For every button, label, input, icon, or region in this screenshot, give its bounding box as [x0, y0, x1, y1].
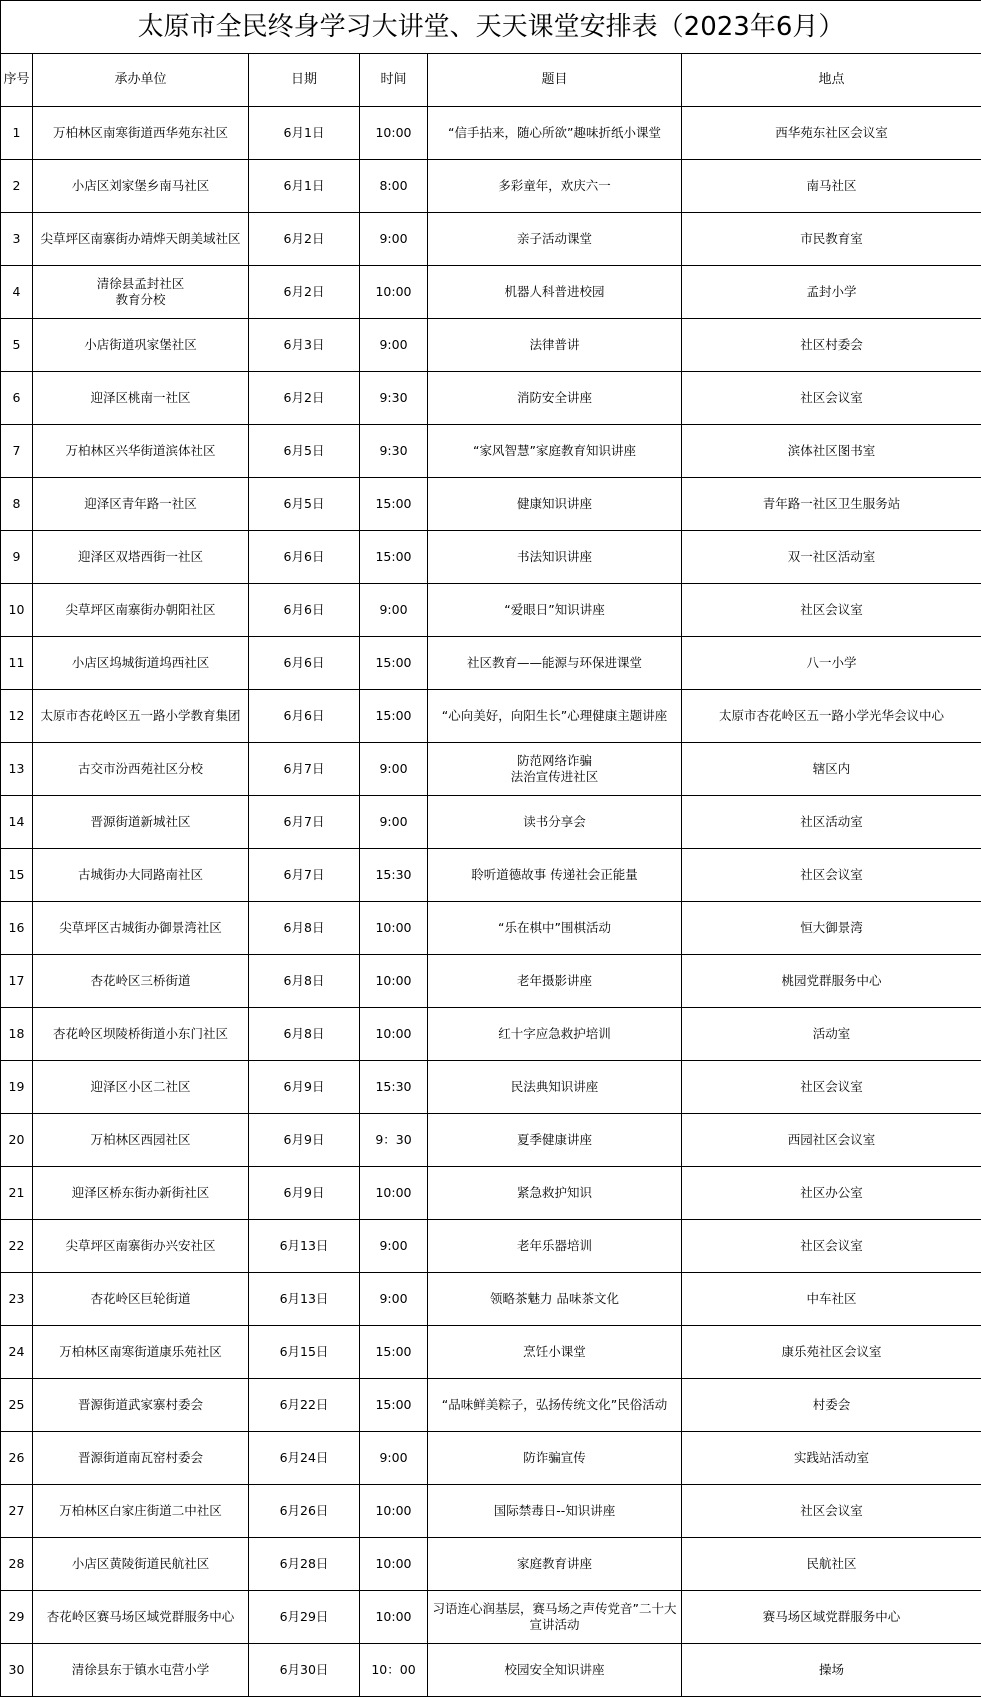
time-cell: 10:00 [360, 902, 428, 955]
location-cell: 康乐苑社区会议室 [682, 1326, 981, 1379]
date-cell: 6月8日 [249, 955, 360, 1008]
location-cell: 八一小学 [682, 637, 981, 690]
table-head [1, 1, 981, 107]
host-unit-cell: 迎泽区小区二社区 [33, 1061, 249, 1114]
topic-cell: 老年乐器培训 [428, 1220, 682, 1273]
table-row [1, 584, 981, 637]
date-cell: 6月9日 [249, 1061, 360, 1114]
host-unit-cell: 杏花岭区巨轮街道 [33, 1273, 249, 1326]
table-row [1, 743, 981, 796]
row-number-cell: 14 [1, 796, 33, 849]
time-cell: 10:00 [360, 107, 428, 160]
date-cell: 6月8日 [249, 1008, 360, 1061]
location-cell: 赛马场区域党群服务中心 [682, 1591, 981, 1644]
table-row [1, 1167, 981, 1220]
topic-cell: 家庭教育讲座 [428, 1538, 682, 1591]
host-unit-cell: 古交市汾西苑社区分校 [33, 743, 249, 796]
location-cell: 恒大御景湾 [682, 902, 981, 955]
date-cell: 6月28日 [249, 1538, 360, 1591]
column-header-time: 时间 [360, 54, 428, 107]
host-unit-cell: 迎泽区双塔西街一社区 [33, 531, 249, 584]
host-unit-cell: 万柏林区南寒街道西华苑东社区 [33, 107, 249, 160]
topic-cell: 法律普讲 [428, 319, 682, 372]
row-number-cell: 1 [1, 107, 33, 160]
date-cell: 6月1日 [249, 107, 360, 160]
table-row [1, 1220, 981, 1273]
host-unit-cell: 万柏林区南寒街道康乐苑社区 [33, 1326, 249, 1379]
row-number-cell: 21 [1, 1167, 33, 1220]
location-cell: 社区会议室 [682, 1220, 981, 1273]
topic-cell: 国际禁毒日--知识讲座 [428, 1485, 682, 1538]
row-number-cell: 29 [1, 1591, 33, 1644]
page-title: 太原市全民终身学习大讲堂、天天课堂安排表（2023年6月） [1, 1, 981, 54]
table-row [1, 107, 981, 160]
host-unit-cell: 杏花岭区三桥街道 [33, 955, 249, 1008]
host-unit-cell: 杏花岭区坝陵桥街道小东门社区 [33, 1008, 249, 1061]
table-row [1, 1538, 981, 1591]
location-cell: 市民教育室 [682, 213, 981, 266]
date-cell: 6月5日 [249, 425, 360, 478]
host-unit-cell: 古城街办大同路南社区 [33, 849, 249, 902]
host-unit-cell: 晋源街道新城社区 [33, 796, 249, 849]
topic-cell: 老年摄影讲座 [428, 955, 682, 1008]
row-number-cell: 13 [1, 743, 33, 796]
table-row [1, 849, 981, 902]
row-number-cell: 5 [1, 319, 33, 372]
table-row [1, 690, 981, 743]
date-cell: 6月2日 [249, 213, 360, 266]
date-cell: 6月7日 [249, 849, 360, 902]
topic-cell: “信手拈来，随心所欲”趣味折纸小课堂 [428, 107, 682, 160]
time-cell: 9:00 [360, 213, 428, 266]
row-number-cell: 11 [1, 637, 33, 690]
date-cell: 6月2日 [249, 372, 360, 425]
time-cell: 9:00 [360, 1220, 428, 1273]
topic-cell: 消防安全讲座 [428, 372, 682, 425]
date-cell: 6月29日 [249, 1591, 360, 1644]
row-number-cell: 16 [1, 902, 33, 955]
time-cell: 10:00 [360, 1538, 428, 1591]
time-cell: 9:00 [360, 1432, 428, 1485]
topic-cell: 社区教育——能源与环保进课堂 [428, 637, 682, 690]
time-cell: 9:00 [360, 319, 428, 372]
host-unit-cell: 迎泽区桃南一社区 [33, 372, 249, 425]
topic-cell: 紧急救护知识 [428, 1167, 682, 1220]
table-row [1, 902, 981, 955]
table-row [1, 266, 981, 319]
topic-cell: 校园安全知识讲座 [428, 1644, 682, 1697]
date-cell: 6月6日 [249, 690, 360, 743]
table-row [1, 1326, 981, 1379]
location-cell: 社区活动室 [682, 796, 981, 849]
location-cell: 双一社区活动室 [682, 531, 981, 584]
table-row [1, 1591, 981, 1644]
topic-cell: “品味鲜美粽子，弘扬传统文化”民俗活动 [428, 1379, 682, 1432]
time-cell: 15:00 [360, 531, 428, 584]
row-number-cell: 28 [1, 1538, 33, 1591]
time-cell: 10:00 [360, 1485, 428, 1538]
host-unit-cell: 杏花岭区赛马场区域党群服务中心 [33, 1591, 249, 1644]
table-row [1, 372, 981, 425]
time-cell: 10:00 [360, 955, 428, 1008]
title-row [1, 1, 981, 54]
row-number-cell: 22 [1, 1220, 33, 1273]
location-cell: 村委会 [682, 1379, 981, 1432]
location-cell: 西园社区会议室 [682, 1114, 981, 1167]
date-cell: 6月6日 [249, 637, 360, 690]
time-cell: 9:00 [360, 1273, 428, 1326]
date-cell: 6月7日 [249, 796, 360, 849]
header-row [1, 54, 981, 107]
time-cell: 8:00 [360, 160, 428, 213]
date-cell: 6月22日 [249, 1379, 360, 1432]
table-row [1, 213, 981, 266]
table-row [1, 478, 981, 531]
host-unit-cell: 清徐县东于镇水屯营小学 [33, 1644, 249, 1697]
location-cell: 社区会议室 [682, 584, 981, 637]
column-header-no: 序号 [1, 54, 33, 107]
date-cell: 6月13日 [249, 1220, 360, 1273]
topic-cell: 多彩童年，欢庆六一 [428, 160, 682, 213]
time-cell: 9:30 [360, 372, 428, 425]
host-unit-cell: 小店区坞城街道坞西社区 [33, 637, 249, 690]
date-cell: 6月8日 [249, 902, 360, 955]
table-row [1, 319, 981, 372]
topic-cell: 亲子活动课堂 [428, 213, 682, 266]
host-unit-cell: 晋源街道武家寨村委会 [33, 1379, 249, 1432]
topic-cell: “爱眼日”知识讲座 [428, 584, 682, 637]
topic-cell: 夏季健康讲座 [428, 1114, 682, 1167]
table-row [1, 1273, 981, 1326]
table-row [1, 1485, 981, 1538]
host-unit-cell: 小店区黄陵街道民航社区 [33, 1538, 249, 1591]
location-cell: 青年路一社区卫生服务站 [682, 478, 981, 531]
row-number-cell: 25 [1, 1379, 33, 1432]
time-cell: 9:00 [360, 743, 428, 796]
host-unit-cell: 晋源街道南瓦窑村委会 [33, 1432, 249, 1485]
table-body [1, 107, 981, 1697]
host-unit-cell: 尖草坪区南寨街办兴安社区 [33, 1220, 249, 1273]
location-cell: 社区办公室 [682, 1167, 981, 1220]
table-row [1, 1061, 981, 1114]
time-cell: 10:00 [360, 266, 428, 319]
table-row [1, 160, 981, 213]
topic-cell: 聆听道德故事 传递社会正能量 [428, 849, 682, 902]
date-cell: 6月1日 [249, 160, 360, 213]
time-cell: 9:00 [360, 584, 428, 637]
date-cell: 6月5日 [249, 478, 360, 531]
row-number-cell: 15 [1, 849, 33, 902]
row-number-cell: 30 [1, 1644, 33, 1697]
location-cell: 桃园党群服务中心 [682, 955, 981, 1008]
row-number-cell: 17 [1, 955, 33, 1008]
topic-cell: “心向美好，向阳生长”心理健康主题讲座 [428, 690, 682, 743]
location-cell: 活动室 [682, 1008, 981, 1061]
host-unit-cell: 万柏林区西园社区 [33, 1114, 249, 1167]
row-number-cell: 9 [1, 531, 33, 584]
row-number-cell: 4 [1, 266, 33, 319]
location-cell: 实践站活动室 [682, 1432, 981, 1485]
date-cell: 6月9日 [249, 1114, 360, 1167]
host-unit-cell: 清徐县孟封社区 教育分校 [33, 266, 249, 319]
time-cell: 10:00 [360, 1008, 428, 1061]
row-number-cell: 8 [1, 478, 33, 531]
topic-cell: 防诈骗宣传 [428, 1432, 682, 1485]
column-header-place: 地点 [682, 54, 981, 107]
row-number-cell: 2 [1, 160, 33, 213]
row-number-cell: 19 [1, 1061, 33, 1114]
topic-cell: 民法典知识讲座 [428, 1061, 682, 1114]
location-cell: 南马社区 [682, 160, 981, 213]
table-row [1, 1008, 981, 1061]
host-unit-cell: 小店区刘家堡乡南马社区 [33, 160, 249, 213]
row-number-cell: 6 [1, 372, 33, 425]
table-row [1, 1644, 981, 1697]
time-cell: 10:00 [360, 1167, 428, 1220]
location-cell: 民航社区 [682, 1538, 981, 1591]
date-cell: 6月9日 [249, 1167, 360, 1220]
location-cell: 滨体社区图书室 [682, 425, 981, 478]
row-number-cell: 23 [1, 1273, 33, 1326]
time-cell: 15:30 [360, 1061, 428, 1114]
topic-cell: 红十字应急救护培训 [428, 1008, 682, 1061]
row-number-cell: 26 [1, 1432, 33, 1485]
topic-cell: 读书分享会 [428, 796, 682, 849]
time-cell: 15:00 [360, 637, 428, 690]
host-unit-cell: 太原市杏花岭区五一路小学教育集团 [33, 690, 249, 743]
date-cell: 6月13日 [249, 1273, 360, 1326]
time-cell: 15:00 [360, 690, 428, 743]
host-unit-cell: 尖草坪区南寨街办朝阳社区 [33, 584, 249, 637]
table-row [1, 531, 981, 584]
table-row [1, 425, 981, 478]
table-row [1, 955, 981, 1008]
row-number-cell: 18 [1, 1008, 33, 1061]
row-number-cell: 3 [1, 213, 33, 266]
date-cell: 6月26日 [249, 1485, 360, 1538]
location-cell: 社区会议室 [682, 1485, 981, 1538]
location-cell: 辖区内 [682, 743, 981, 796]
topic-cell: 健康知识讲座 [428, 478, 682, 531]
row-number-cell: 10 [1, 584, 33, 637]
host-unit-cell: 尖草坪区古城街办御景湾社区 [33, 902, 249, 955]
time-cell: 15:00 [360, 1326, 428, 1379]
time-cell: 9:30 [360, 425, 428, 478]
location-cell: 社区会议室 [682, 849, 981, 902]
host-unit-cell: 万柏林区兴华街道滨体社区 [33, 425, 249, 478]
topic-cell: 烹饪小课堂 [428, 1326, 682, 1379]
location-cell: 社区会议室 [682, 1061, 981, 1114]
time-cell: 15:30 [360, 849, 428, 902]
topic-cell: 机器人科普进校园 [428, 266, 682, 319]
date-cell: 6月30日 [249, 1644, 360, 1697]
table-row [1, 796, 981, 849]
column-header-topic: 题目 [428, 54, 682, 107]
time-cell: 10:00 [360, 1591, 428, 1644]
column-header-date: 日期 [249, 54, 360, 107]
topic-cell: 防范网络诈骗 法治宣传进社区 [428, 743, 682, 796]
time-cell: 9:00 [360, 796, 428, 849]
host-unit-cell: 尖草坪区南寨街办靖烨天朗美域社区 [33, 213, 249, 266]
row-number-cell: 24 [1, 1326, 33, 1379]
time-cell: 15:00 [360, 1379, 428, 1432]
time-cell: 15:00 [360, 478, 428, 531]
host-unit-cell: 迎泽区青年路一社区 [33, 478, 249, 531]
topic-cell: 习语连心润基层，赛马场之声传党音”二十大宣讲活动 [428, 1591, 682, 1644]
location-cell: 西华苑东社区会议室 [682, 107, 981, 160]
table-row [1, 1114, 981, 1167]
time-cell: 10：00 [360, 1644, 428, 1697]
location-cell: 太原市杏花岭区五一路小学光华会议中心 [682, 690, 981, 743]
host-unit-cell: 小店街道巩家堡社区 [33, 319, 249, 372]
date-cell: 6月24日 [249, 1432, 360, 1485]
table-row [1, 637, 981, 690]
location-cell: 操场 [682, 1644, 981, 1697]
topic-cell: “乐在棋中”围棋活动 [428, 902, 682, 955]
location-cell: 社区村委会 [682, 319, 981, 372]
host-unit-cell: 万柏林区白家庄街道二中社区 [33, 1485, 249, 1538]
topic-cell: 领略茶魅力 品味茶文化 [428, 1273, 682, 1326]
topic-cell: 书法知识讲座 [428, 531, 682, 584]
location-cell: 社区会议室 [682, 372, 981, 425]
date-cell: 6月15日 [249, 1326, 360, 1379]
host-unit-cell: 迎泽区桥东街办新街社区 [33, 1167, 249, 1220]
location-cell: 中车社区 [682, 1273, 981, 1326]
table-row [1, 1379, 981, 1432]
row-number-cell: 20 [1, 1114, 33, 1167]
date-cell: 6月6日 [249, 584, 360, 637]
topic-cell: “家风智慧”家庭教育知识讲座 [428, 425, 682, 478]
row-number-cell: 7 [1, 425, 33, 478]
table-row [1, 1432, 981, 1485]
date-cell: 6月7日 [249, 743, 360, 796]
row-number-cell: 27 [1, 1485, 33, 1538]
date-cell: 6月3日 [249, 319, 360, 372]
row-number-cell: 12 [1, 690, 33, 743]
location-cell: 孟封小学 [682, 266, 981, 319]
column-header-unit: 承办单位 [33, 54, 249, 107]
date-cell: 6月2日 [249, 266, 360, 319]
date-cell: 6月6日 [249, 531, 360, 584]
time-cell: 9：30 [360, 1114, 428, 1167]
